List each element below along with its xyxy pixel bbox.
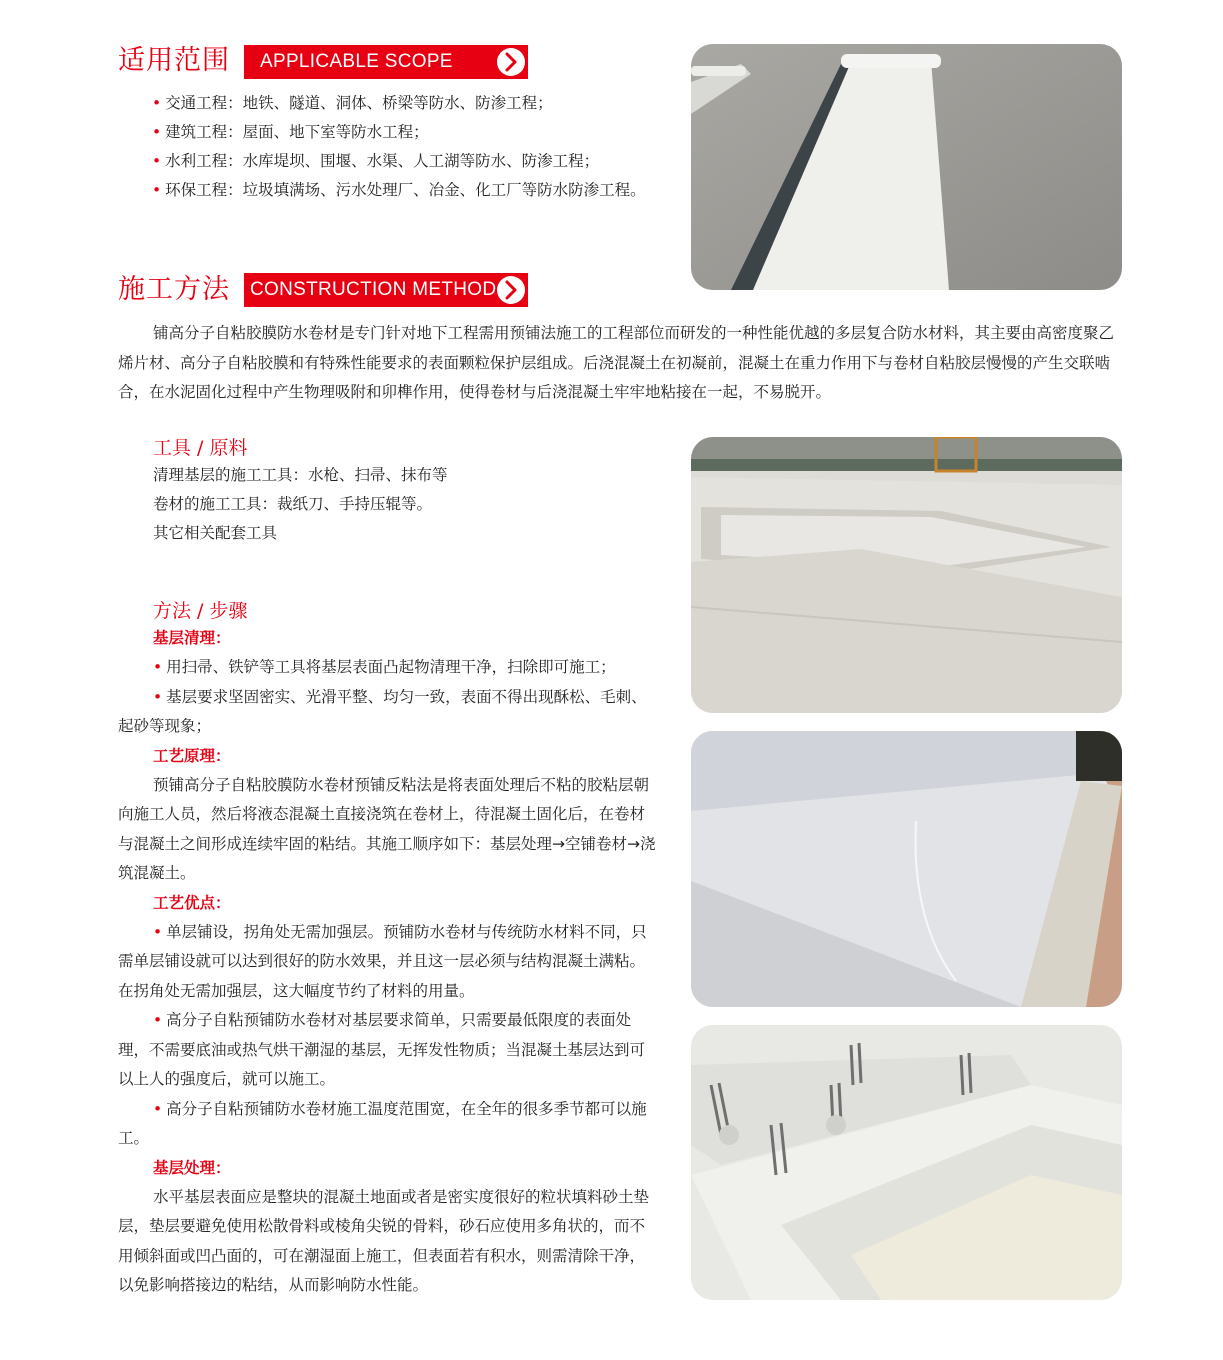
principle-label: 工艺原理：: [153, 746, 231, 765]
advantage-item-2: • 高分子自粘预铺防水卷材对基层要求简单，只需要最低限度的表面处理，不需要底油或热气烘干潮湿的基层，无挥发性物质；当混凝土基层达到可以上人的强度后，就可以施工。: [118, 1011, 646, 1088]
base-text: 水平基层表面应是整块的混凝土地面或者是密实度很好的粒状填料砂土垫层，垫层要避免使用松散骨料或棱角尖锐的骨料，砂石应使用多角状的，而不用倾斜面或凹凸面的，可在潮湿面上施工，但表面若有积水，则需清除干净，以免影响搭接边的粘结，从而影响防水性能。: [118, 1187, 650, 1294]
clean-label: 基层清理：: [153, 629, 231, 647]
list-item: 卷材的施工工具：裁纸刀、手持压辊等。: [153, 495, 433, 513]
list-item: • 建筑工程：屋面、地下室等防水工程；: [152, 123, 429, 141]
scope-title: 适用范围: [118, 45, 230, 76]
rebar-membrane-photo: [691, 1025, 1122, 1300]
membrane-roll-photo: [691, 44, 1122, 290]
steps-body: [118, 624, 656, 1301]
list-item: 其它相关配套工具: [153, 524, 278, 542]
advantages-label: 工艺优点：: [153, 893, 231, 912]
base-label: 基层处理：: [153, 1158, 231, 1177]
clean-item-1: • 用扫帚、铁铲等工具将基层表面凸起物清理干净，扫除即可施工；: [153, 658, 616, 676]
principle-text: 预铺高分子自粘胶膜防水卷材预铺反粘法是将表面处理后不粘的胶粘层朝向施工人员，然后将液态混凝土直接浇筑在卷材上，待混凝土固化后，在卷材与混凝土之间形成连续牢固的粘结。其施工顺序如下：基层处理→空铺卷材→浇筑混凝土。: [118, 775, 656, 882]
clean-item-2: • 基层要求坚固密实、光滑平整、均匀一致，表面不得出现酥松、毛刺、起砂等现象；: [118, 687, 647, 735]
advantage-item-1: • 单层铺设，拐角处无需加强层。预铺防水卷材与传统防水材料不同，只需单层铺设就可以达到很好的防水效果，并且这一层必须与结构混凝土满粘。在拐角处无需加强层，这大幅度节约了材料的用量。: [118, 922, 647, 1000]
list-item: • 水利工程：水库堤坝、围堰、水渠、人工湖等防水、防渗工程；: [152, 152, 600, 170]
advantage-item-3: • 高分子自粘预铺防水卷材施工温度范围宽，在全年的很多季节都可以施工。: [118, 1099, 647, 1147]
list-item: 清理基层的施工工具：水枪、扫帚、抹布等: [153, 466, 448, 484]
method-intro: 铺高分子自粘胶膜防水卷材是专门针对地下工程需用预铺法施工的工程部位而研发的一种性能优越的多层复合防水材料，其主要由高密度聚乙烯片材、高分子自粘胶膜和有特殊性能要求的表面颗粒保护层组成。后浇混凝土在初凝前，混凝土在重力作用下与卷材自粘胶层慢慢的产生交联啮合，在水泥固化过程中产生物理吸附和卯榫作用，使得卷材与后浇混凝土牢牢地粘接在一起，不易脱开。: [118, 324, 1115, 401]
list-item: • 环保工程：垃圾填满场、污水处理厂、冶金、化工厂等防水防渗工程。: [152, 181, 646, 199]
scope-banner-label: APPLICABLE SCOPE: [260, 51, 453, 72]
tools-list: [153, 461, 448, 548]
method-banner-label: CONSTRUCTION METHOD: [250, 279, 497, 300]
scope-list: [152, 89, 646, 205]
method-title: 施工方法: [118, 274, 230, 305]
scope-banner: [244, 45, 528, 79]
steps-heading: 方法 / 步骤: [153, 600, 248, 622]
list-item: • 交通工程：地铁、隧道、洞体、桥梁等防水、防渗工程；: [152, 94, 553, 112]
tools-heading: 工具 / 原料: [153, 437, 248, 459]
wall-membrane-photo: [691, 731, 1122, 1007]
pit-membrane-photo: [691, 437, 1122, 713]
chevron-right-icon: [497, 48, 525, 76]
method-banner: [244, 273, 528, 307]
chevron-right-icon: [497, 276, 525, 304]
